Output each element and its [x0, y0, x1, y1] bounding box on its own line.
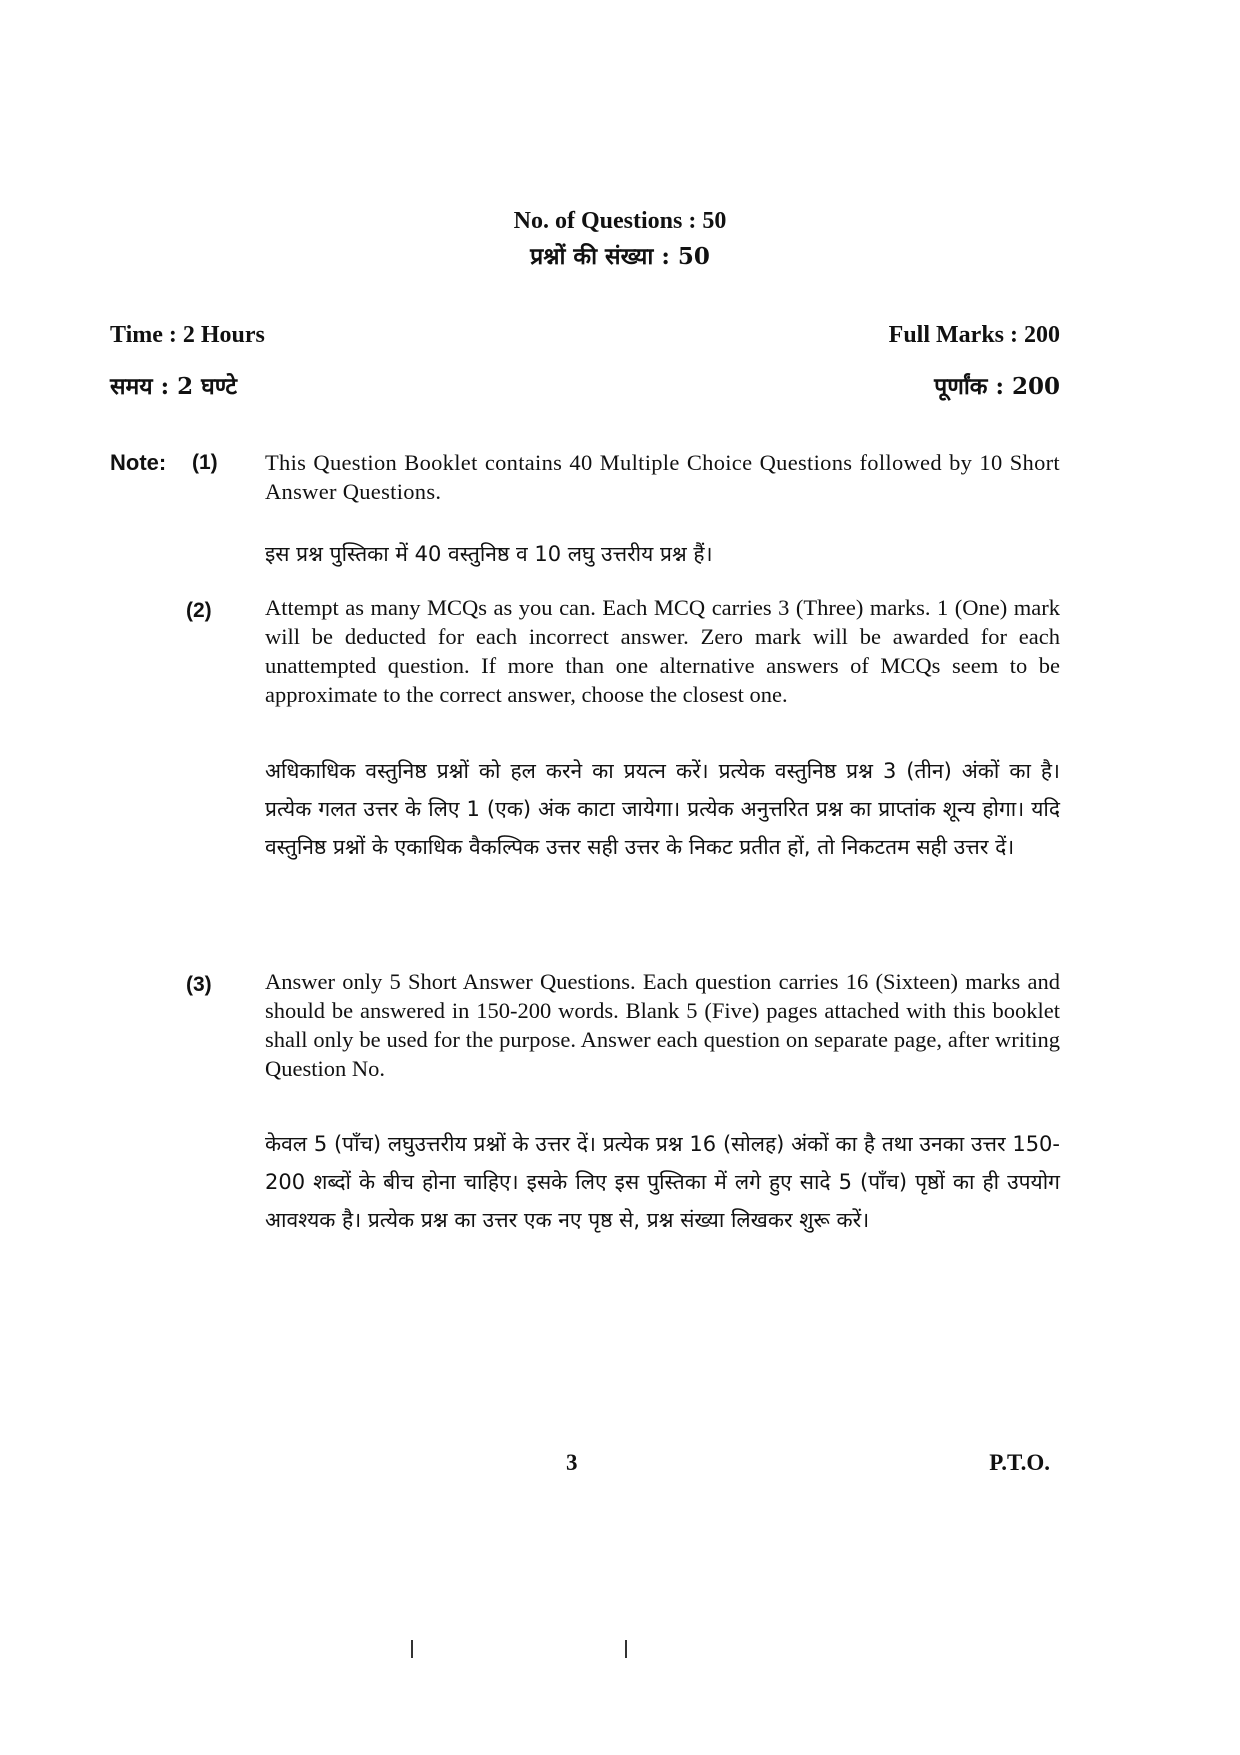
note-3-english: Answer only 5 Short Answer Questions. Each question carries 16 (Sixteen) marks and should be answered in 150-200 words. Blank 5 (Five) pages attached with this booklet shall only be used for the purpose. Answer each question on separate page, after writing Question No.: [265, 969, 1060, 1081]
time-english: Time : 2 Hours: [110, 322, 265, 348]
time-hindi: समय : 2 घण्टे: [110, 373, 238, 400]
note-number-2: (2): [186, 599, 212, 622]
question-count-hindi: प्रश्नों की संख्या : 50: [530, 243, 710, 270]
full-marks-english: Full Marks : 200: [888, 322, 1060, 348]
please-turn-over: P.T.O.: [989, 1450, 1050, 1475]
page-number: 3: [566, 1450, 578, 1475]
note-2-english: Attempt as many MCQs as you can. Each MCQ carries 3 (Three) marks. 1 (One) mark will be deducted for each incorrect answer. Zero mark will be awarded for each unattempted question. If more than one alternative answers of MCQs seem to be approximate to the correct answer, choose the closest one.: [265, 595, 1060, 707]
note-number-1: (1): [192, 451, 218, 474]
note-1-hindi: इस प्रश्न पुस्तिका में 40 वस्तुनिष्ठ व 10 लघु उत्तरीय प्रश्न हैं।: [265, 542, 713, 566]
binding-mark-left: [411, 1640, 413, 1658]
note-number-3: (3): [186, 973, 212, 996]
note-2-hindi: अधिकाधिक वस्तुनिष्ठ प्रश्नों को हल करने का प्रयत्न करें। प्रत्येक वस्तुनिष्ठ प्रश्न 3 (तीन) अंकों का है। प्रत्येक गलत उत्तर के लिए 1 (एक) अंक काटा जायेगा। प्रत्येक अनुत्तरित प्रश्न का प्राप्तांक शून्य होगा। यदि वस्तुनिष्ठ प्रश्नों के एकाधिक वैकल्पिक उत्तर सही उत्तर के निकट प्रतीत हों, तो निकटतम सही उत्तर दें।: [265, 759, 1060, 859]
note-1-english: This Question Booklet contains 40 Multiple Choice Questions followed by 10 Short Answer Questions.: [265, 450, 1060, 504]
binding-mark-right: [625, 1640, 627, 1658]
note-label: Note:: [110, 450, 167, 475]
note-3-hindi: केवल 5 (पाँच) लघुउत्तरीय प्रश्नों के उत्तर दें। प्रत्येक प्रश्न 16 (सोलह) अंकों का है तथा उनका उत्तर 150-200 शब्दों के बीच होना चाहिए। इसके लिए इस पुस्तिका में लगे हुए सादे 5 (पाँच) पृष्ठों का ही उपयोग आवश्यक है। प्रत्येक प्रश्न का उत्तर एक नए पृष्ठ से, प्रश्न संख्या लिखकर शुरू करें।: [265, 1132, 1060, 1232]
full-marks-hindi: पूर्णांक : 200: [934, 373, 1060, 400]
question-count-english: No. of Questions : 50: [513, 208, 727, 234]
